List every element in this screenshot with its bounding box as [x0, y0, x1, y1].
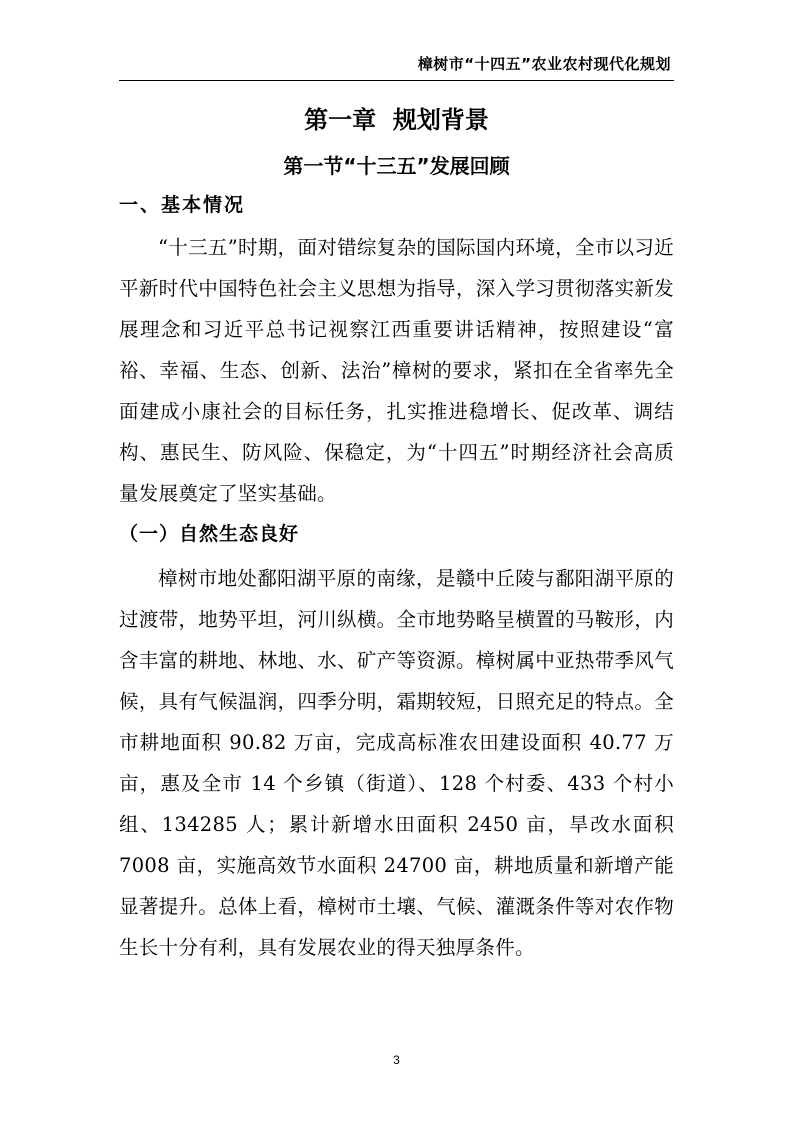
section-title: 第一节“十三五”发展回顾: [283, 154, 510, 178]
paragraph-basic-situation: “十三五”时期，面对错综复杂的国际国内环境，全市以习近平新时代中国特色社会主义思想为指导，深入学习贯彻落实新发展理念和习近平总书记视察江西重要讲话精神，按照建设“富裕、幸福、生态、创新、法治”樟树的要求，紧扣在全省率先全面建成小康社会的目标任务，扎实推进稳增长、促改革、调结构、惠民生、防风险、保稳定，为“十四五”时期经济社会高质量发展奠定了坚实基础。: [119, 236, 674, 505]
heading-natural-ecology: （一）自然生态良好: [119, 523, 300, 545]
paragraph-natural-ecology: 樟树市地处鄱阳湖平原的南缘，是赣中丘陵与鄱阳湖平原的过渡带，地势平坦，河川纵横。全市地势略呈横置的马鞍形，内含丰富的耕地、林地、水、矿产等资源。樟树属中亚热带季风气候，具有气候温润，四季分明，霜期较短，日照充足的特点。全市耕地面积 90.82 万亩，完成高标准农田建设面积 40.77 万亩，惠及全市 14 个乡镇（街道）、128 个村委、433 个村小组、134285 人；累计新增水田面积 2450 亩，旱改水面积 7008 亩，实施高效节水面积 24700 亩，耕地质量和新增产能显著提升。总体上看，樟树市土壤、气候、灌溉条件等对农作物生长十分有利，具有发展农业的得天独厚条件。: [119, 567, 674, 959]
running-header-title: 樟树市“十四五”农业农村现代化规划: [417, 55, 671, 73]
page-number: 3: [393, 1053, 400, 1067]
header-divider: [119, 80, 674, 81]
chapter-title: 第一章 规划背景: [304, 106, 489, 134]
heading-basic-situation: 一、基本情况: [119, 194, 246, 216]
